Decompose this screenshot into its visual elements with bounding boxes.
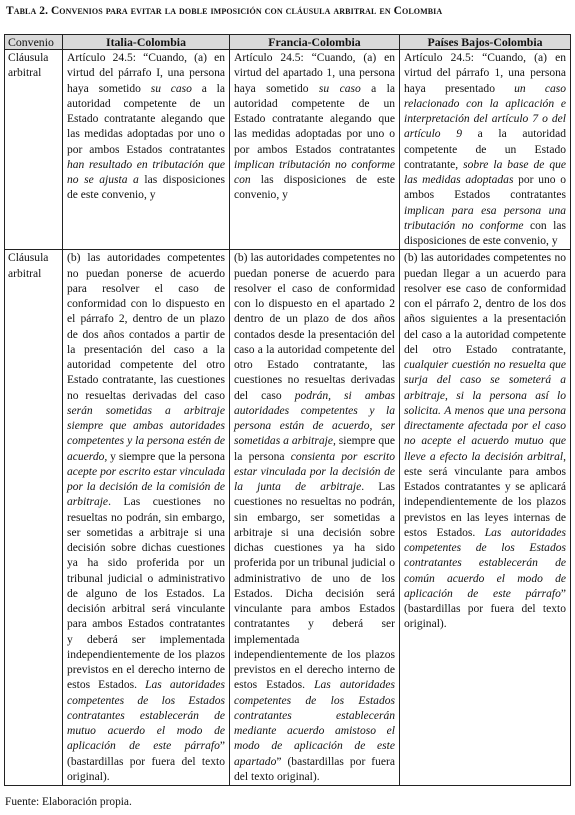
- text-run: ” (bastardillas por fuera del texto original).: [67, 740, 225, 783]
- text-run: . Las cuestiones no resueltas no podrán, sin embargo, ser sometidas a arbitraje si una decisión sobre dichas cuestiones ya ha sido proferida por un tribunal judicial o administrativo de alguno de los Estados. La decisión arbitral será vinculante para ambos Estados contratantes y deberá ser implementada independientemente de los plazos previstos en el derecho interno de estos Estados.: [67, 496, 225, 692]
- italic-text-run: un caso relacionado con la aplicación e interpretación del artículo 7 o del artículo 9: [404, 82, 566, 141]
- header-row: [5, 35, 571, 50]
- table-row: [5, 50, 571, 250]
- text-run: . Las cuestiones no resueltas no podrán, sin embargo, ser sometidas a arbitraje si una decisión sobre dichas cuestiones ya ha sido proferida por un tribunal judicial o administrativo de uno de los Estados. Dicha decisión será vinculante para ambos Estados contratantes y deberá ser implementada independientemente de los plazos previstos en el derecho interno de estos Estados.: [234, 481, 395, 692]
- italic-text-run: consienta por escrito estar vinculada por la decisión de la junta de arbitraje: [234, 450, 395, 493]
- text-run: (b) las autoridades competentes no puedan llegar a un acuerdo para resolver ese caso de conformidad con el párrafo 2, dentro de los dos años siguientes a la presentación del caso a la autoridad competente del otro Estado contratante,: [404, 252, 566, 356]
- italic-text-run: Las autoridades competentes de los Estados contratantes establecerán mediante acuerdo amistoso el modo de aplicación de este apartado: [234, 679, 395, 768]
- header-paises-bajos-colombia: Países Bajos-Colombia: [400, 35, 571, 50]
- paises-bajos-clause-b: [400, 250, 571, 786]
- italic-text-run: su caso: [150, 82, 192, 95]
- text-run: Artículo 24.5: “Cuando, (a) en virtud del apartado 1, una persona haya sometido: [234, 52, 395, 95]
- text-run: por uno o ambos Estados contratantes: [404, 174, 566, 202]
- italic-text-run: podrán, si ambas autoridades competentes y la persona están de acuerdo, ser sometidas a arbitraje,: [234, 389, 395, 448]
- source-note: Fuente: Elaboración propia.: [5, 796, 132, 808]
- text-run: con las disposiciones de este convenio, y: [404, 219, 566, 247]
- text-run: Artículo 24.5: “Cuando, (a) en virtud del párrafo I, una persona haya sometido: [67, 52, 225, 95]
- italic-text-run: Las autoridades competentes de los Estados contratantes establecerán de común acuerdo el modo de aplicación de este párrafo: [404, 526, 566, 600]
- table-row: [5, 250, 571, 786]
- italic-text-run: sobre la base de que las medidas adoptadas: [404, 158, 566, 186]
- italic-text-run: implican para esa persona una tributación no conforme: [404, 204, 566, 232]
- italic-text-run: implican tributación no conforme con: [234, 158, 395, 186]
- italia-clause-a: [63, 50, 230, 250]
- row-label: Cláusula arbitral: [5, 50, 63, 250]
- text-run: a la autoridad competente de un Estado contratante alegando que las medidas adoptadas por uno o por ambos Estados contratantes: [234, 82, 395, 156]
- text-run: las disposiciones de este convenio, y: [67, 174, 225, 202]
- italic-text-run: cualquier cuestión no resuelta que surja del caso se someterá a arbitraje, si la persona así lo solicita. A menos que una persona directamente afectada por el caso no acepte el acuerdo mutuo que lleve a efecto la decisión arbitral: [404, 359, 566, 463]
- italia-clause-b: [63, 250, 230, 786]
- text-run: a la autoridad competente de un Estado contratante alegando que las medidas adoptadas por uno o por ambos Estados contratantes: [67, 82, 225, 156]
- header-convenio: Convenio: [5, 35, 63, 50]
- italic-text-run: Las autoridades competentes de los Estados contratantes establecerán de mutuo acuerdo el modo de aplicación de este párrafo: [67, 679, 225, 753]
- italic-text-run: serán sometidas a arbitraje siempre que ambas autoridades competentes y la persona estén de acuerdo,: [67, 404, 225, 463]
- francia-clause-a: [230, 50, 400, 250]
- text-run: siempre que la persona: [234, 435, 395, 463]
- text-run: (b) las autoridades competentes no puedan ponerse de acuerdo para resolver el caso de conformidad con lo dispuesto en el apartado 2 dentro de un plazo de dos años contados desde la presentación del caso a la autoridad competente del otro Estado contratante, las cuestiones no resueltas derivadas del caso: [234, 252, 395, 402]
- row-label: Cláusula arbitral: [5, 250, 63, 786]
- text-run: y siempre que la persona: [107, 450, 225, 463]
- francia-clause-b: [230, 250, 400, 786]
- header-francia-colombia: Francia-Colombia: [230, 35, 400, 50]
- text-run: ” (bastardillas por fuera del texto original).: [404, 587, 566, 631]
- header-italia-colombia: Italia-Colombia: [63, 35, 230, 50]
- italic-text-run: su caso: [318, 82, 361, 95]
- table-title: Tabla 2. Convenios para evitar la doble imposición con cláusula arbitral en Colombia: [6, 5, 443, 17]
- conventions-table: [4, 34, 571, 786]
- italic-text-run: acepte por escrito estar vinculada por la decisión de la comisión de arbitraje: [67, 465, 225, 509]
- text-run: a la autoridad competente de un Estado contratante,: [404, 128, 566, 171]
- text-run: ” (bastardillas por fuera del texto original).: [234, 755, 395, 783]
- text-run: , este será vinculante para ambos Estados contratantes y se aplicará independientemente de los plazos previstos en las leyes internas de estos Estados.: [404, 450, 566, 539]
- paises-bajos-clause-a: [400, 50, 571, 250]
- text-run: (b) las autoridades competentes no puedan ponerse de acuerdo para resolver el caso de conformidad con lo dispuesto en el párrafo 2, dentro de un plazo de dos años contados a partir de la presentación del caso a la autoridad competente del otro Estado contratante, las cuestiones no resueltas derivadas del caso: [67, 252, 225, 402]
- text-run: Artículo 24.5: “Cuando, (a) en virtud del párrafo 1, una persona haya presentado: [404, 52, 566, 95]
- text-run: las disposiciones de este convenio, y: [234, 174, 395, 202]
- italic-text-run: han resultado en tributación que no se ajusta a: [67, 158, 225, 186]
